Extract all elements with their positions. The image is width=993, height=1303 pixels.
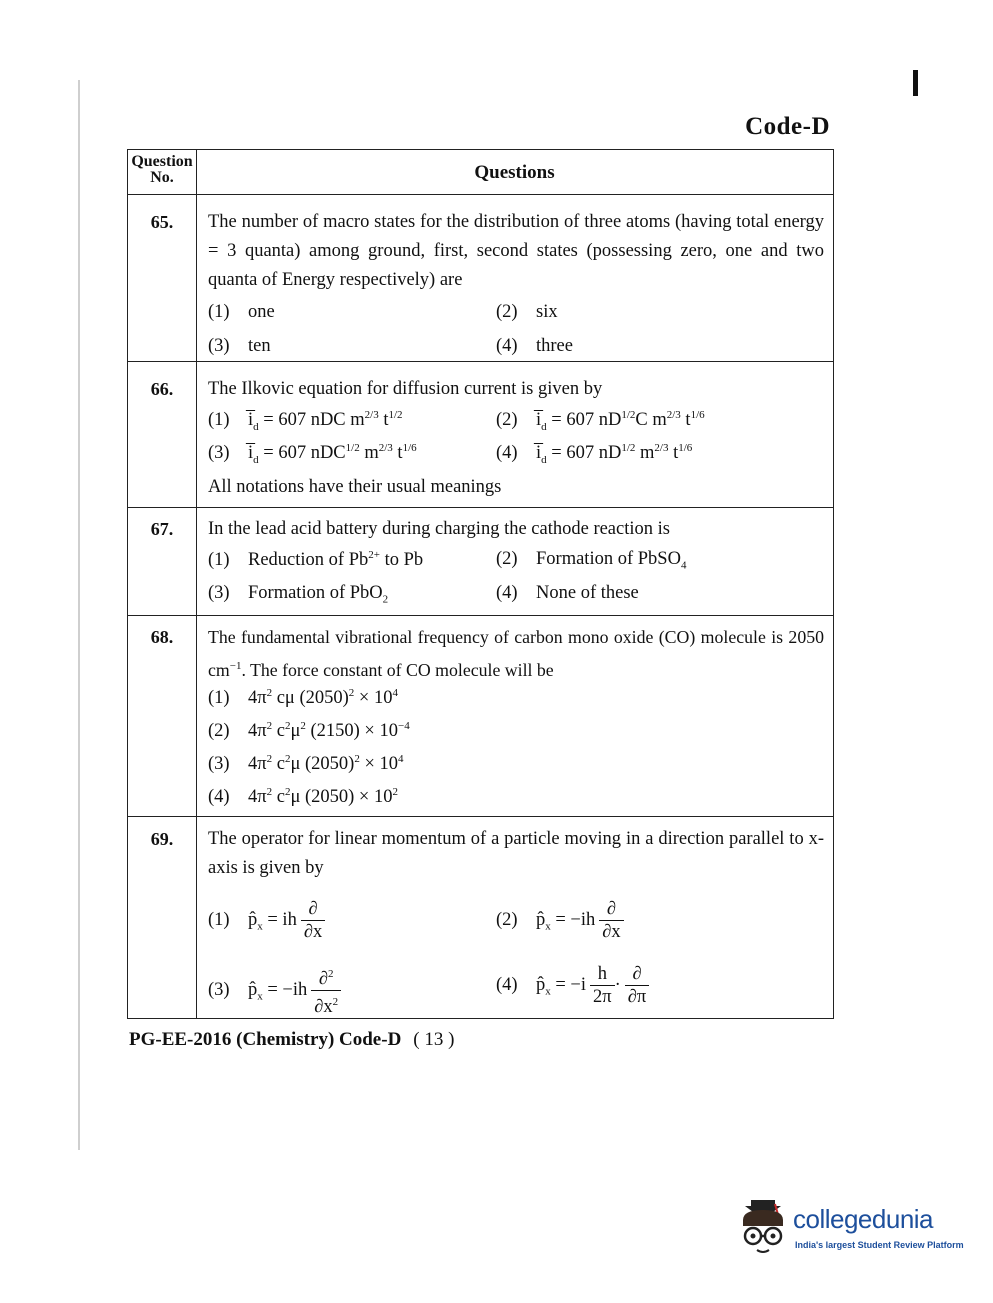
option: (4) None of these xyxy=(496,583,639,603)
question-number: 66. xyxy=(150,379,174,399)
scan-edge-line xyxy=(78,80,80,1150)
collegedunia-logo xyxy=(735,1196,965,1260)
fraction: $\frac{h}{2\pi}$ xyxy=(590,963,615,1008)
option: (3) $p̂_x = -ih$ $\frac{\partial^2}{\partial x^2}$ xyxy=(208,963,341,1018)
option: (4) $p̂_x = -i$ $\frac{h}{2\pi}$ · $\frac{\partial}{\partial\pi}$ xyxy=(496,963,649,1008)
question-text: In the lead acid battery during charging the cathode reaction is xyxy=(208,519,670,539)
question-text: The operator for linear momentum of a particle moving in a direction parallel to x-axis is given by xyxy=(208,829,824,878)
fraction: $\frac{\partial^2}{\partial x^2}$ xyxy=(311,963,341,1018)
question-number: 69. xyxy=(150,829,174,849)
question-text: The Ilkovic equation for diffusion current is given by xyxy=(208,379,603,399)
option: (2) $i̅_d = 607$ $nD^{1/2}C$ $m^{2/3}$ $t^{1/6}$ xyxy=(496,409,705,433)
fraction: $\frac{\partial}{\partial\pi}$ xyxy=(625,963,649,1008)
option: (2) $4\pi^2$ $c^2\mu^2$ $(2150) \times 10^{-4}$ xyxy=(208,720,410,742)
option: (1) $i̅_d = 607$ nDC $m^{2/3}$ $t^{1/2}$ xyxy=(208,409,403,433)
scan-mark xyxy=(913,70,918,96)
fraction: $\frac{\partial}{\partial x}$ xyxy=(301,898,325,943)
option: (1) one xyxy=(208,302,275,322)
option: (2) six xyxy=(496,302,558,322)
question-number: 67. xyxy=(150,519,174,539)
option: (1) $p̂_x$ = ih $\frac{\partial}{\partial x}$ xyxy=(208,898,325,943)
option: (3) ten xyxy=(208,336,271,356)
row-divider xyxy=(128,615,833,616)
option: (1) $4\pi^2$ cμ $(2050)^2 \times 10^4$ xyxy=(208,687,398,709)
option: (3) Formation of PbO$_2$ xyxy=(208,583,389,606)
row-divider xyxy=(128,816,833,817)
option: (4) three xyxy=(496,336,573,356)
question-text: The fundamental vibrational frequency of carbon mono oxide (CO) molecule is 2050 $cm^{-1}$. The force constant of CO molecule will be xyxy=(208,627,824,680)
question-number: 68. xyxy=(150,627,174,647)
row-divider xyxy=(128,361,833,362)
option: (4) $4\pi^2$ $c^2\mu$ $(2050) \times 10^2$ xyxy=(208,786,398,808)
page-code: Code-D xyxy=(745,113,830,140)
question-text: The number of macro states for the distribution of three atoms (having total energy = 3 quanta) among ground, first, second states (possessing zero, one and two quanta of Energy respectively) are xyxy=(208,212,824,290)
row-divider xyxy=(128,194,833,195)
col-header-questions: Questions xyxy=(474,162,555,183)
option: (4) $i̅_d = 607$ $nD^{1/2}$ $m^{2/3}$ $t^{1/6}$ xyxy=(496,442,693,466)
question-number: 65. xyxy=(150,212,174,232)
logo-tagline: India's largest Student Review Platform xyxy=(795,1240,964,1250)
row-divider xyxy=(128,507,833,508)
logo-wordmark: collegedunia xyxy=(793,1204,934,1234)
option: (1) Reduction of $Pb^{2+}$ to Pb xyxy=(208,549,424,571)
column-divider xyxy=(196,150,197,1018)
question-note: All notations have their usual meanings xyxy=(208,477,502,497)
option: (2) $p̂_x = -ih$ $\frac{\partial}{\partial x}$ xyxy=(496,898,624,943)
page-footer: PG-EE-2016 (Chemistry) Code-D ( 13 ) xyxy=(129,1029,455,1050)
option: (3) $i̅_d = 607$ nDC$^{1/2}$ $m^{2/3}$ $t^{1/6}$ xyxy=(208,442,417,466)
page-number: ( 13 ) xyxy=(413,1029,455,1050)
option: (2) Formation of PbSO$_4$ xyxy=(496,549,687,572)
mascot-icon xyxy=(735,1196,791,1256)
fraction: $\frac{\partial}{\partial x}$ xyxy=(599,898,623,943)
option: (3) $4\pi^2$ $c^2\mu$ $(2050)^2 \times 10^4$ xyxy=(208,753,404,775)
col-header-question-no: Question No. xyxy=(131,153,193,186)
question-table xyxy=(127,149,834,1019)
